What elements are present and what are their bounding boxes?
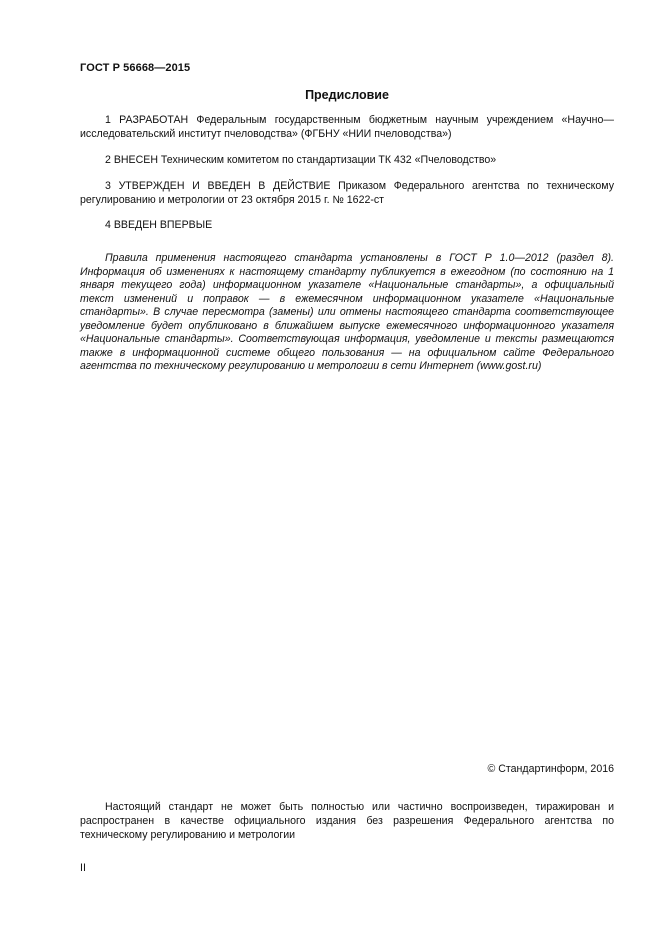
application-rules-notice: Правила применения настоящего стандарта установлены в ГОСТ Р 1.0—2012 (раздел 8). Информация об изменениях к настоящему стандарту публикуется в ежегодном (по состоянию на 1 января текущего года) информационном указателе «Национальные стандарты», а официальный текст изменений и поправок — в ежемесячном информационном указателе «Национальные стандарты». В случае пересмотра (замены) или отмены настоящего стандарта соответствующее уведомление будет опубликовано в ближайшем выпуске ежемесячного информационного указателя «Национальные стандарты». Соответствующая информация, уведомление и тексты размещаются также в информационной системе общего пользования — на официальном сайте Федерального агентства по техническому регулированию и метрологии в сети Интернет (www.gost.ru)	[80, 252, 614, 372]
copyright-line: © Стандартинформ, 2016	[487, 763, 614, 775]
paragraph-first-introduced: 4 ВВЕДЕН ВПЕРВЫЕ	[105, 219, 213, 231]
page-number: II	[80, 862, 86, 874]
paragraph-introduced: 2 ВНЕСЕН Техническим комитетом по стандартизации ТК 432 «Пчеловодство»	[105, 154, 497, 166]
paragraph-approved: 3 УТВЕРЖДЕН И ВВЕДЕН В ДЕЙСТВИЕ Приказом Федерального агентства по техническому регулированию и метрологии от 23 октября 2015 г. № 1622-ст	[80, 180, 614, 206]
paragraph-developed: 1 РАЗРАБОТАН Федеральным государственным бюджетным научным учреждением «Научно—исследовательский институт пчеловодства» (ФГБНУ «НИИ пчеловодства»)	[80, 114, 614, 140]
document-code: ГОСТ Р 56668—2015	[80, 62, 191, 74]
page-title: Предисловие	[305, 88, 389, 102]
reproduction-notice: Настоящий стандарт не может быть полностью или частично воспроизведен, тиражирован и распространен в качестве официального издания без разрешения Федерального агентства по техническому регулированию и метрологии	[80, 801, 614, 841]
